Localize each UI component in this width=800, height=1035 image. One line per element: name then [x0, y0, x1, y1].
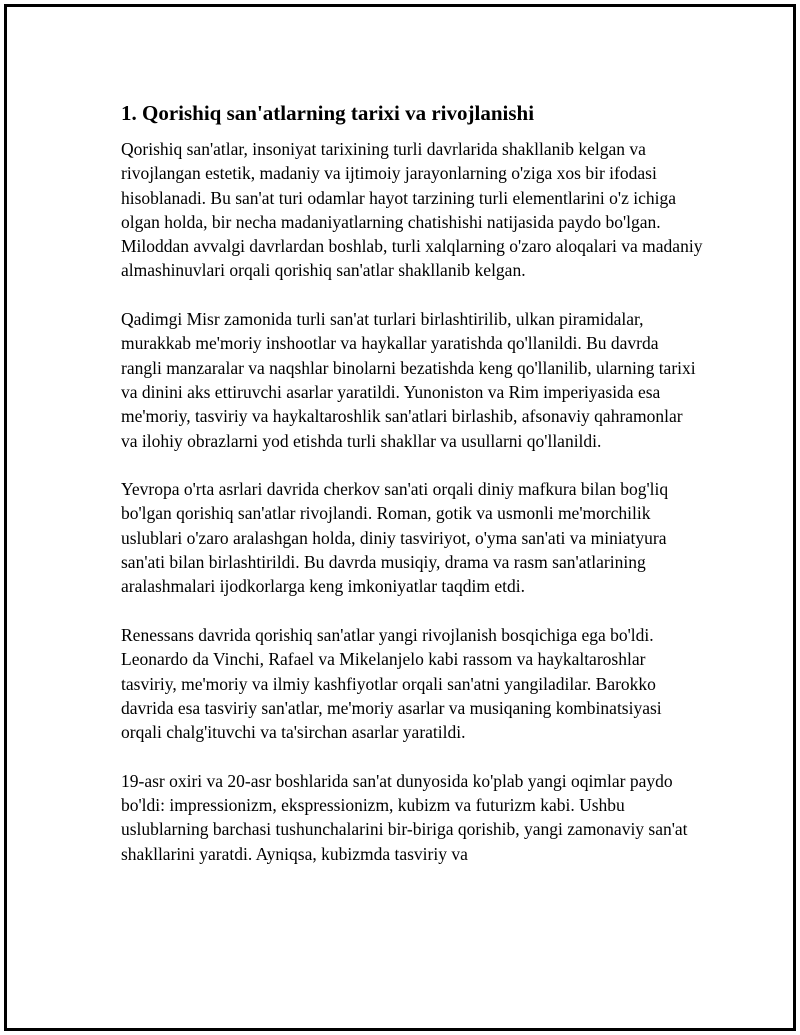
- paragraph: 19-asr oxiri va 20-asr boshlarida san'at dunyosida ko'plab yangi oqimlar paydo bo'ldi: impressionizm, ekspressionizm, kubizm va futurizm kabi. Ushbu uslublarning barchasi tushunchalarini bir-biriga qorishib, yangi zamonaviy san'at shakllarini yaratdi. Ayniqsa, kubizmda tasviriy va: [121, 770, 688, 864]
- paragraph: Renessans davrida qorishiq san'atlar yangi rivojlanish bosqichiga ega bo'ldi. Leonardo da Vinchi, Rafael va Mikelanjelo kabi rassom va haykaltaroshlar tasviriy, me'moriy va ilmiy kashfiyotlar orqali san'atni yangiladilar. Barokko davrida esa tasviriy san'atlar, me'moriy asarlar va musiqaning kombinatsiyasi orqali chalg'ituvchi va ta'sirchan asarlar yaratildi.: [121, 624, 662, 743]
- paragraph: Qadimgi Misr zamonida turli san'at turlari birlashtirilib, ulkan piramidalar, murakkab me'moriy inshootlar va haykallar yaratishda qo'llanildi. Bu davrda rangli manzaralar va naqshlar binolarni bezatishda keng qo'llanilib, ularning tarixi va dinini aks ettiruvchi asarlar yaratildi. Yunoniston va Rim imperiyasida esa me'moriy, tasviriy va haykaltaroshlik san'atlari birlashib, afsonaviy qahramonlar va ilohiy obrazlarni yod etishda turli shakllar va usullarni qo'llanildi.: [121, 309, 696, 451]
- paragraph: Yevropa o'rta asrlari davrida cherkov san'ati orqali diniy mafkura bilan bog'liq bo'lgan qorishiq san'atlar rivojlandi. Roman, gotik va usmonli me'morchilik uslublari o'zaro aralashgan holda, diniy tasviriyot, o'yma san'ati va miniatyura san'ati bilan birlashtirildi. Bu davrda musiqiy, drama va rasm san'atlarining aralashmalari ijodkorlarga keng imkoniyatlar taqdim etdi.: [121, 479, 669, 597]
- document-page: [4, 4, 796, 1031]
- paragraph: Qorishiq san'atlar, insoniyat tarixining turli davrlarida shakllanib kelgan va rivojlangan estetik, madaniy va ijtimoiy jarayonlarning o'ziga xos bir ifodasi hisoblanadi. Bu san'at turi odamlar hayot tarzining turli elementlarini o'z ichiga olgan holda, bir necha madaniyatlarning chatishishi natijasida paydo bo'lgan. Miloddan avvalgi davrlardan boshlab, turli xalqlarning o'zaro aloqalari va madaniy almashinuvlari orqali qorishiq san'atlar shakllanib kelgan.: [121, 139, 703, 281]
- document-body: [121, 99, 703, 890]
- section-heading: 1. Qorishiq san'atlarning tarixi va rivojlanishi: [121, 101, 535, 125]
